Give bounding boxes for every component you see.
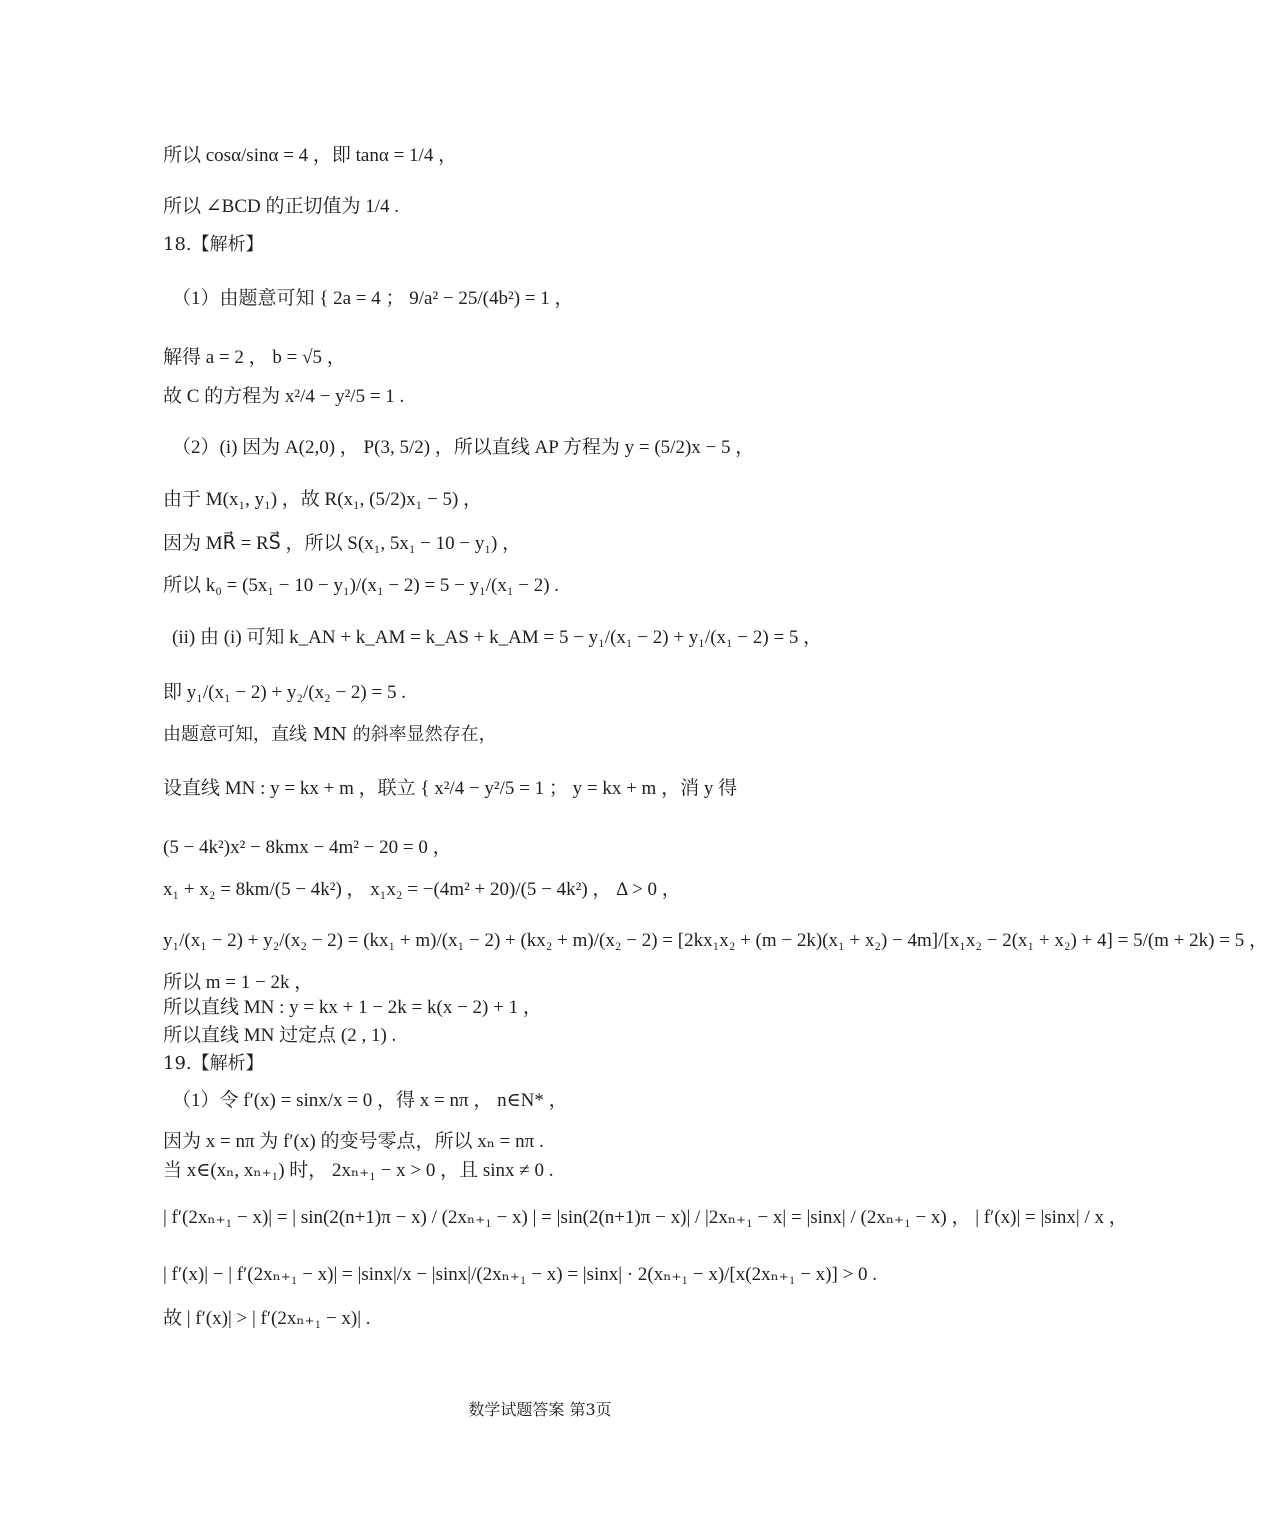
text-line-1: 所以 cosα/sinα = 4 ，即 tanα = 1/4 ，	[163, 145, 458, 166]
text-line-13: 由题意可知，直线 MN 的斜率显然存在，	[163, 724, 497, 745]
section-heading-18: 18.【解析】	[163, 234, 264, 255]
text-line-2: 所以 ∠BCD 的正切值为 1/4 .	[163, 196, 400, 217]
text-line-18: 所以 m = 1 − 2k ，	[163, 972, 314, 993]
page-footer: 数学试题答案 第3页	[468, 1400, 612, 1419]
text-line-25: | f′(2xₙ₊₁ − x)| = | sin(2(n+1)π − x) / (2xₙ₊₁ − x) | = |sin(2(n+1)π − x)| / |2xₙ₊₁ − x| = |sinx| / (2xₙ₊₁ − x) ， | f′(x)| = |sinx| / x ，	[163, 1207, 1128, 1228]
text-line-10: 所以 k₀ = (5x₁ − 10 − y₁)/(x₁ − 2) = 5 − y₁/(x₁ − 2) .	[163, 575, 560, 596]
text-line-24: 当 x∈(xₙ, xₙ₊₁) 时， 2xₙ₊₁ − x > 0 ，且 sinx ≠ 0 .	[163, 1160, 554, 1181]
text-line-23: 因为 x = nπ 为 f′(x) 的变号零点，所以 xₙ = nπ .	[163, 1131, 544, 1152]
text-line-8: 由于 M(x₁, y₁) ，故 R(x₁, (5/2)x₁ − 5) ，	[163, 489, 483, 510]
text-line-19: 所以直线 MN : y = kx + 1 − 2k = k(x − 2) + 1 ，	[163, 997, 542, 1018]
text-line-27: 故 | f′(x)| > | f′(2xₙ₊₁ − x)| .	[163, 1308, 371, 1329]
text-line-4: （1）由题意可知 { 2a = 4 ； 9/a² − 25/(4b²) = 1 ，	[172, 288, 574, 309]
text-line-16: x₁ + x₂ = 8km/(5 − 4k²) ， x₁x₂ = −(4m² + 20)/(5 − 4k²) ， Δ > 0 ，	[163, 879, 681, 900]
text-line-6: 故 C 的方程为 x²/4 − y²/5 = 1 .	[163, 386, 405, 407]
text-line-7: （2）(i) 因为 A(2,0) ， P(3, 5/2) ，所以直线 AP 方程为 y = (5/2)x − 5 ，	[172, 437, 755, 458]
text-line-20: 所以直线 MN 过定点 (2 , 1) .	[163, 1025, 397, 1046]
text-line-22: （1）令 f′(x) = sinx/x = 0 ，得 x = nπ ， n∈N* ，	[172, 1090, 568, 1111]
text-line-26: | f′(x)| − | f′(2xₙ₊₁ − x)| = |sinx|/x − |sinx|/(2xₙ₊₁ − x) = |sinx| · 2(xₙ₊₁ − x)/[x(2xₙ₊₁ − x)] > 0 .	[163, 1264, 878, 1285]
text-line-9: 因为 MR⃗ = RS⃗ ，所以 S(x₁, 5x₁ − 10 − y₁) ，	[163, 533, 522, 554]
text-line-11: (ii) 由 (i) 可知 k_AN + k_AM = k_AS + k_AM = 5 − y₁/(x₁ − 2) + y₁/(x₁ − 2) = 5 ，	[172, 627, 823, 648]
text-line-15: (5 − 4k²)x² − 8kmx − 4m² − 20 = 0 ，	[163, 837, 452, 858]
text-line-17: y₁/(x₁ − 2) + y₂/(x₂ − 2) = (kx₁ + m)/(x₁ − 2) + (kx₂ + m)/(x₂ − 2) = [2kx₁x₂ + (m − 2k)(x₁ + x₂) − 4m]/[x₁x₂ − 2(x₁ + x₂) + 4] = 5/(m + 2k) = 5 ，	[163, 930, 1268, 951]
text-line-14: 设直线 MN : y = kx + m ，联立 { x²/4 − y²/5 = 1 ； y = kx + m ，消 y 得	[163, 778, 738, 799]
text-line-5: 解得 a = 2 ， b = √5 ，	[163, 347, 346, 368]
section-heading-19: 19.【解析】	[163, 1053, 264, 1074]
text-line-12: 即 y₁/(x₁ − 2) + y₂/(x₂ − 2) = 5 .	[163, 682, 406, 703]
